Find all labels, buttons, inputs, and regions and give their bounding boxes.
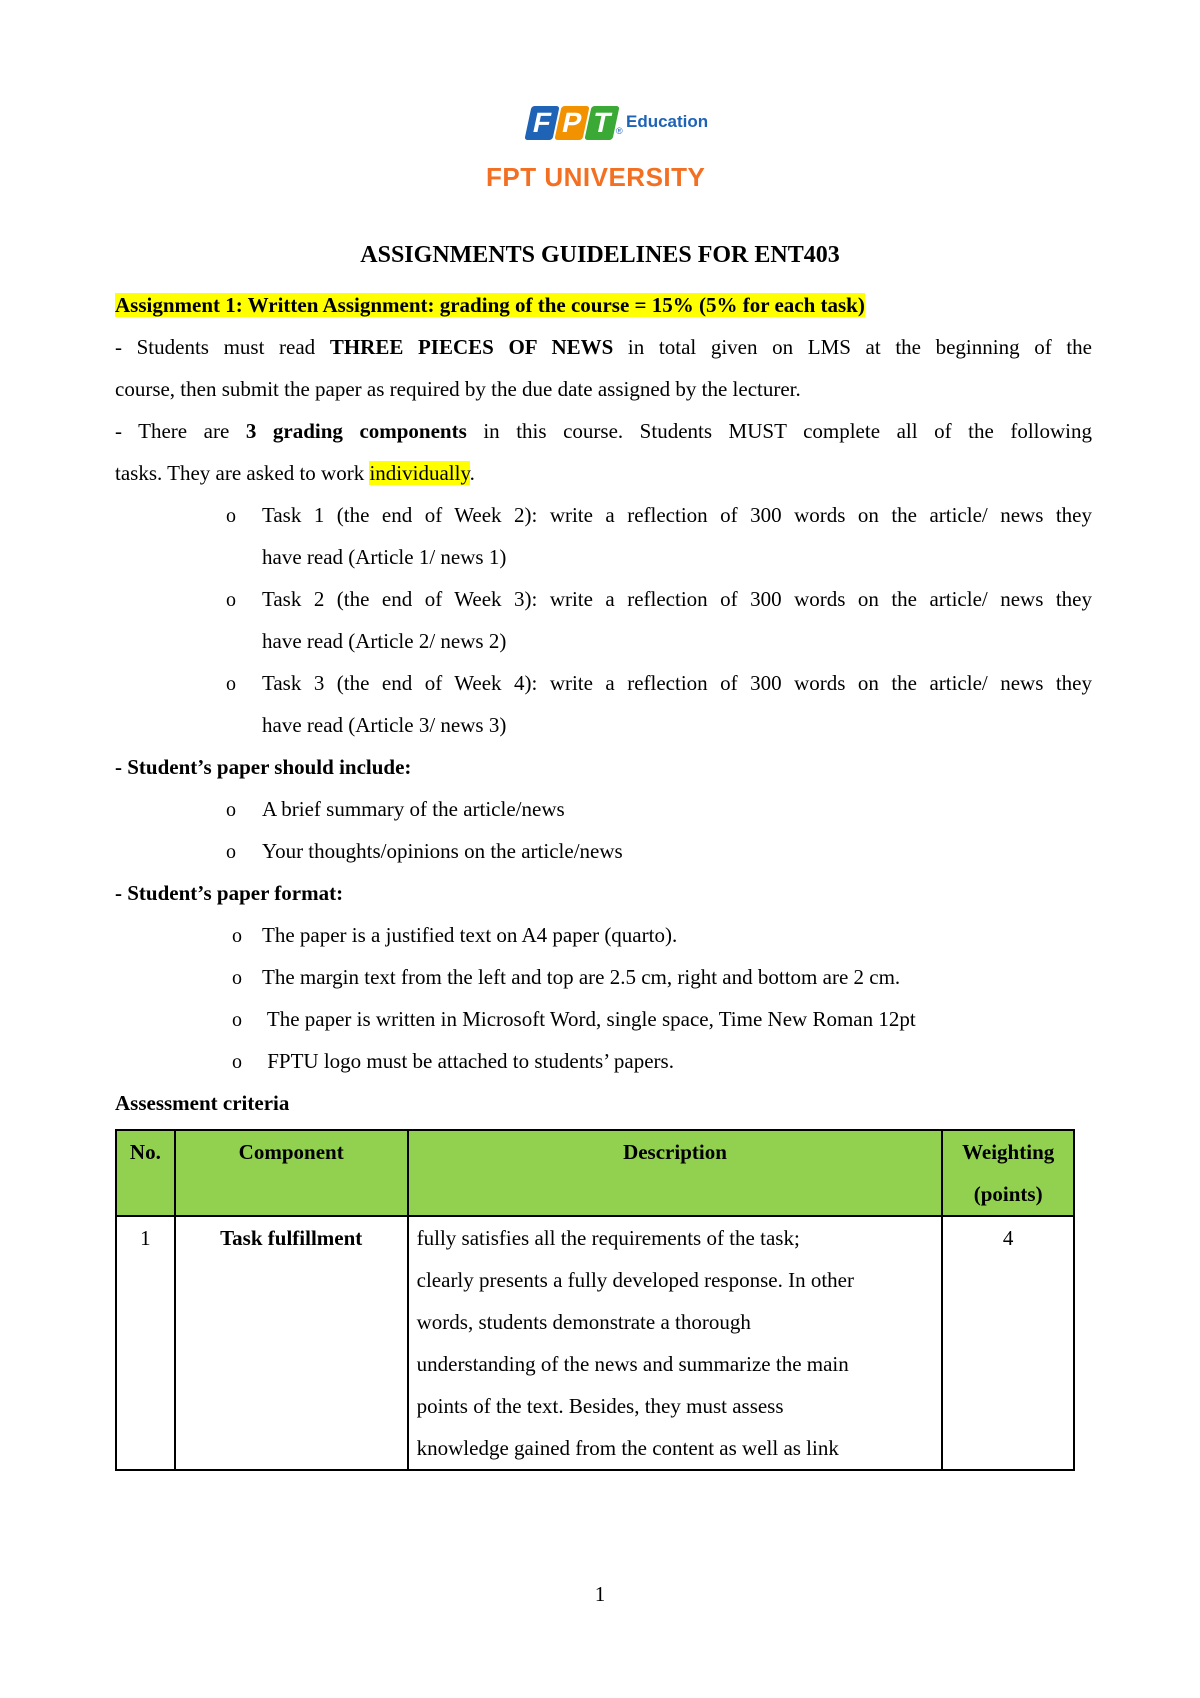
table-header-row (116, 1130, 1074, 1216)
task-2-line1: Task 2 (the end of Week 3): write a reflection of 300 words on the article/ news they (262, 587, 1092, 611)
format-item-4: FPTU logo must be attached to students’ papers. (262, 1049, 674, 1073)
include-heading (115, 754, 411, 780)
task-2-line2: have read (Article 2/ news 2) (262, 629, 507, 653)
criteria-heading (115, 1090, 289, 1116)
paragraph-news-line2: course, then submit the paper as required by the due date assigned by the lecturer. (115, 377, 801, 401)
fpt-logo-tiles (526, 104, 616, 144)
bullet-icon: o (232, 1009, 242, 1031)
format-item-1: The paper is a justified text on A4 paper (quarto). (262, 923, 678, 947)
table-row (116, 1216, 1074, 1470)
description-line: fully satisfies all the requirements of the task; (416, 1226, 800, 1250)
format-item-3: The paper is written in Microsoft Word, single space, Time New Roman 12pt (262, 1007, 916, 1031)
cell-no: 1 (116, 1216, 175, 1470)
logo-tile-t: T (584, 106, 619, 140)
assessment-criteria-table (115, 1129, 1075, 1471)
paragraph-components-line2 (115, 460, 475, 486)
logo-university-text: FPT UNIVERSITY (486, 162, 706, 192)
para1-post: in total given on LMS at the beginning of the (613, 335, 1092, 359)
para2-highlight: individually (369, 461, 470, 485)
header-weighting (942, 1130, 1074, 1216)
description-line: words, students demonstrate a thorough (416, 1310, 751, 1334)
include-heading-text: - Student’s paper should include: (115, 755, 412, 779)
cell-component-text: Task fulfillment (220, 1226, 363, 1250)
bullet-icon: o (226, 799, 236, 821)
document-title: ASSIGNMENTS GUIDELINES FOR ENT403 (360, 242, 840, 268)
cell-description (408, 1216, 943, 1470)
logo-tile-p: P (554, 106, 589, 140)
para1-bold: THREE PIECES OF NEWS (329, 335, 614, 359)
header-description: Description (408, 1130, 943, 1216)
format-heading-text: - Student’s paper format: (115, 881, 344, 905)
criteria-heading-text: Assessment criteria (115, 1091, 290, 1115)
bullet-icon: o (226, 673, 236, 695)
paragraph-news-line1 (115, 334, 1092, 360)
include-item-2: Your thoughts/opinions on the article/news (262, 839, 623, 863)
logo-registered-mark: ® (616, 126, 623, 136)
cell-weighting: 4 (942, 1216, 1074, 1470)
description-line: knowledge gained from the content as well as link (416, 1436, 839, 1460)
description-line: understanding of the news and summarize the main (416, 1352, 849, 1376)
logo-education-text: Education (626, 112, 709, 131)
page-number: 1 (594, 1582, 606, 1606)
bullet-icon: o (232, 967, 242, 989)
include-item-1: A brief summary of the article/news (262, 797, 565, 821)
format-heading (115, 880, 343, 906)
task-1-line2: have read (Article 1/ news 1) (262, 545, 507, 569)
bullet-icon: o (232, 925, 242, 947)
para2-line2-post: . (469, 461, 475, 485)
task-1-line1: Task 1 (the end of Week 2): write a reflection of 300 words on the article/ news they (262, 503, 1092, 527)
bullet-icon: o (226, 589, 236, 611)
bullet-icon: o (226, 841, 236, 863)
assignment-heading-text: Assignment 1: Written Assignment: grading of the course = 15% (5% for each task) (115, 293, 865, 317)
header-weighting-line2: (points) (973, 1182, 1043, 1206)
header-component: Component (175, 1130, 408, 1216)
para2-pre: - There are (115, 419, 246, 443)
logo-tile-f: F (524, 106, 559, 140)
fpt-education-logo (486, 104, 726, 194)
assignment-heading (115, 292, 865, 318)
format-item-2: The margin text from the left and top are 2.5 cm, right and bottom are 2 cm. (262, 965, 901, 989)
task-3-line1: Task 3 (the end of Week 4): write a reflection of 300 words on the article/ news they (262, 671, 1092, 695)
para2-bold: 3 grading components (245, 419, 467, 443)
para2-post: in this course. Students MUST complete all of the following (466, 419, 1092, 443)
cell-component (175, 1216, 408, 1470)
paragraph-components-line1 (115, 418, 1092, 444)
description-line: points of the text. Besides, they must assess (416, 1394, 784, 1418)
bullet-icon: o (232, 1051, 242, 1073)
header-weighting-line1: Weighting (962, 1140, 1055, 1164)
para1-pre: - Students must read (115, 335, 330, 359)
description-line: clearly presents a fully developed response. In other (416, 1268, 854, 1292)
task-3-line2: have read (Article 3/ news 3) (262, 713, 507, 737)
header-no: No. (116, 1130, 175, 1216)
bullet-icon: o (226, 505, 236, 527)
para2-line2-pre: tasks. They are asked to work (115, 461, 370, 485)
